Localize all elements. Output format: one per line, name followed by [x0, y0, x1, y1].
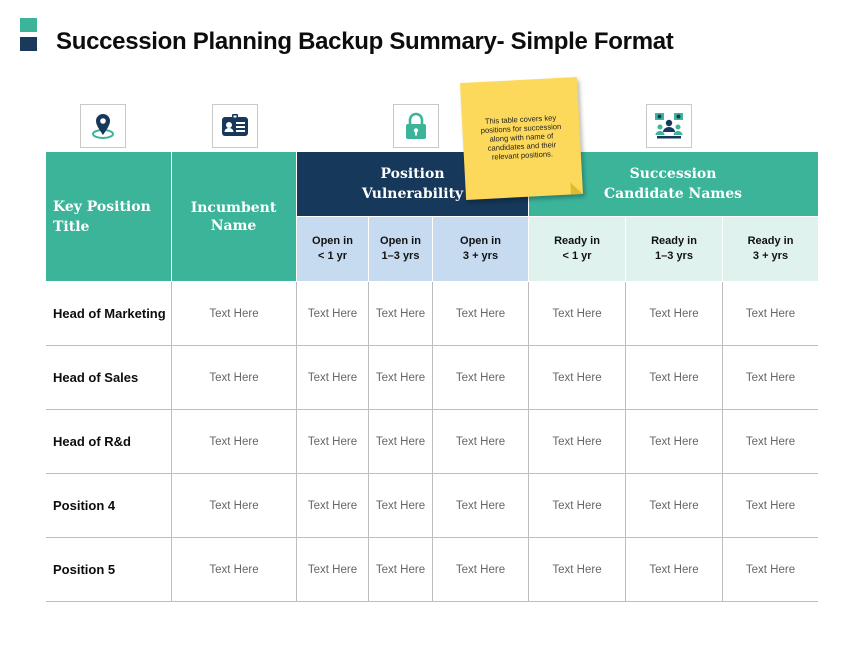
table-cell: Text Here	[375, 308, 426, 320]
header-divider	[297, 216, 818, 217]
table-cell: Text Here	[552, 372, 602, 384]
table-cell: Text Here	[552, 308, 602, 320]
table-cell: Text Here	[375, 436, 426, 448]
table-cell: Text Here	[455, 500, 506, 512]
table-cell: Text Here	[649, 308, 699, 320]
grid-line	[46, 345, 818, 346]
table-cell: Text Here	[745, 500, 796, 512]
grid-line	[46, 601, 818, 602]
subheader-line-1: Open in	[380, 235, 421, 247]
table-cell: Text Here	[552, 564, 602, 576]
padlock-icon	[393, 104, 439, 148]
header-incumbent-name: Incumbent Name	[171, 152, 296, 281]
subheader-line-2: < 1 yr	[562, 250, 592, 262]
table-cell: Text Here	[307, 500, 358, 512]
subheader-line-2: 1–3 yrs	[655, 250, 693, 262]
grid-line	[171, 282, 172, 602]
grid-line	[296, 282, 297, 602]
accent-square-navy	[20, 37, 37, 51]
table-cell: Text Here	[209, 564, 259, 576]
subheader-ready-1-3yrs	[626, 217, 722, 281]
table-cell: Text Here	[649, 436, 699, 448]
table-cell: Text Here	[649, 372, 699, 384]
grid-line	[46, 537, 818, 538]
subheader-ready-lt-1yr	[529, 217, 625, 281]
id-card-icon	[212, 104, 258, 148]
table-cell: Text Here	[307, 372, 358, 384]
table-cell: Text Here	[455, 436, 506, 448]
table-cell: Text Here	[307, 436, 358, 448]
table-cell: Text Here	[455, 372, 506, 384]
table-cell: Text Here	[745, 564, 796, 576]
table-cell: Text Here	[455, 308, 506, 320]
table-cell: Text Here	[375, 564, 426, 576]
row-label: Position 5	[53, 562, 116, 577]
grid-line	[46, 473, 818, 474]
subheader-line-1: Open in	[312, 235, 353, 247]
grid-line	[625, 282, 626, 602]
header-position-vulnerability: Position Vulnerability	[297, 152, 528, 216]
table-cell: Text Here	[209, 500, 259, 512]
subheader-line-2: 3 + yrs	[752, 250, 789, 262]
table-cell: Text Here	[552, 436, 602, 448]
grid-line	[432, 282, 433, 602]
table-cell: Text Here	[209, 372, 259, 384]
subheader-line-2: < 1 yr	[317, 250, 348, 262]
table-cell: Text Here	[745, 436, 796, 448]
grid-line	[46, 409, 818, 410]
header-divider	[368, 217, 369, 281]
table-cell: Text Here	[649, 500, 699, 512]
header-divider	[432, 217, 433, 281]
header-key-position-title: Key Position Title	[46, 152, 171, 281]
page-title: Succession Planning Backup Summary- Simple Format	[56, 28, 674, 55]
subheader-open-3plus-yrs	[433, 217, 528, 281]
table-cell: Text Here	[209, 436, 259, 448]
table-cell: Text Here	[375, 500, 426, 512]
table-cell: Text Here	[745, 372, 796, 384]
subheader-line-2: 3 + yrs	[462, 250, 499, 262]
accent-square-teal	[20, 18, 37, 32]
table-cell: Text Here	[307, 308, 358, 320]
header-succession-candidate-names: Succession Candidate Names	[528, 152, 818, 216]
row-label: Head of Sales	[53, 370, 139, 385]
subheader-line-1: Ready in	[554, 235, 600, 247]
row-label: Head of R&d	[53, 434, 131, 449]
sticky-note: This table covers key positions for succession along with name of candidates and their relevant positions.	[460, 77, 583, 200]
subheader-line-1: Ready in	[651, 235, 697, 247]
subheader-open-1-3yrs	[369, 217, 432, 281]
grid-line	[368, 282, 369, 602]
candidates-icon	[646, 104, 692, 148]
subheader-line-1: Ready in	[747, 235, 794, 247]
row-label: Head of Marketing	[53, 306, 166, 321]
subheader-line-1: Open in	[460, 235, 501, 247]
row-label: Position 4	[53, 498, 116, 513]
table-cell: Text Here	[745, 308, 796, 320]
location-pin-icon	[80, 104, 126, 148]
table-cell: Text Here	[455, 564, 506, 576]
table-cell: Text Here	[375, 372, 426, 384]
table-cell: Text Here	[649, 564, 699, 576]
subheader-ready-3plus-yrs	[723, 217, 818, 281]
header-divider	[171, 152, 172, 281]
grid-line	[722, 282, 723, 602]
subheader-line-2: 1–3 yrs	[381, 250, 420, 262]
grid-line	[528, 282, 529, 602]
table-cell: Text Here	[209, 308, 259, 320]
table-cell: Text Here	[552, 500, 602, 512]
header-divider	[625, 217, 626, 281]
subheader-open-lt-1yr	[297, 217, 368, 281]
header-divider	[722, 217, 723, 281]
table-cell: Text Here	[307, 564, 358, 576]
